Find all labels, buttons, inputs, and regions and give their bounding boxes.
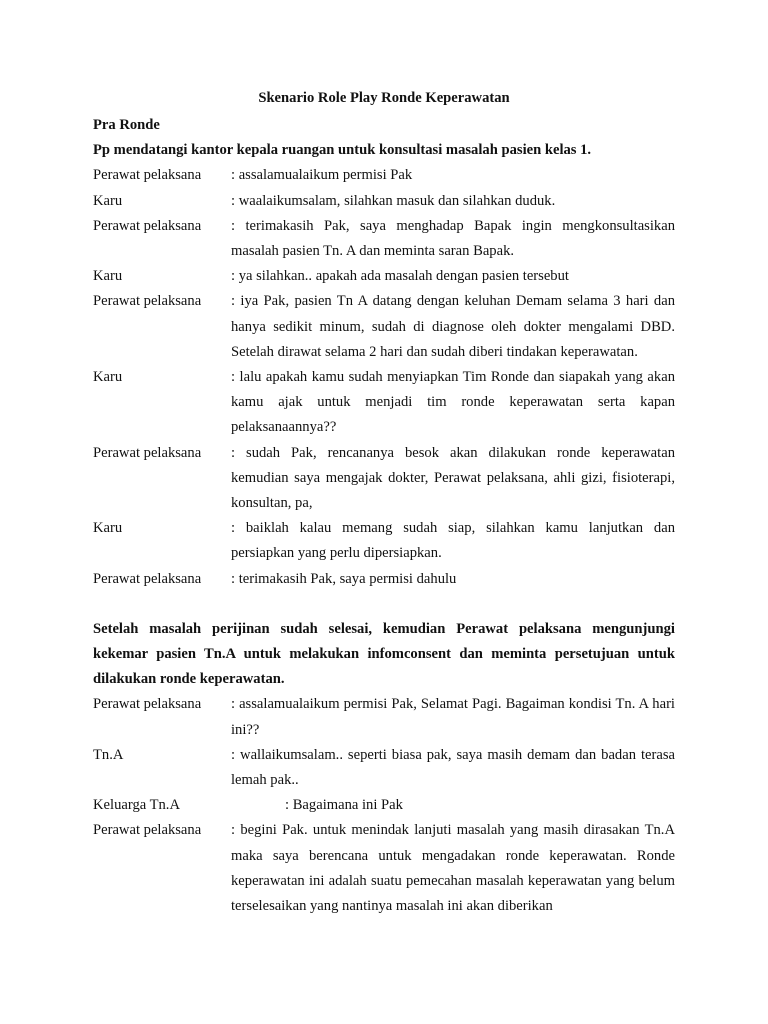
speaker-name: Karu: [93, 268, 123, 285]
speech-text: : waalaikumsalam, silahkan masuk dan silahkan duduk.: [231, 192, 556, 209]
speech-text: : begini Pak. untuk menindak lanjuti masalah yang masih dirasakan Tn.A maka saya berencana untuk mengadakan ronde keperawatan. Ronde keperawatan ini adalah suatu pemecahan masalah keperawatan yang belum terselesaikan yang nantinya masalah ini akan diberikan: [231, 822, 675, 915]
dialogue-line: [93, 818, 675, 919]
speech-text: : ya silahkan.. apakah ada masalah dengan pasien tersebut: [231, 268, 569, 285]
speaker-name: Perawat pelaksana: [93, 822, 202, 839]
section-intro-2: Setelah masalah perijinan sudah selesai, kemudian Perawat pelaksana mengunjungi kekemar pasien Tn.A untuk melakukan infomconsent dan meminta persetujuan untuk dilakukan ronde keperawatan.: [93, 620, 675, 688]
dialogue-block-1: [93, 163, 675, 591]
speaker-name: Karu: [93, 520, 123, 537]
dialogue-line: [93, 365, 675, 441]
speech-text: : wallaikumsalam.. seperti biasa pak, saya masih demam dan badan terasa lemah pak..: [231, 746, 675, 789]
speaker-name: Perawat pelaksana: [93, 444, 202, 461]
dialogue-line: [93, 793, 675, 818]
speaker-name: Tn.A: [93, 746, 124, 763]
document-title: Skenario Role Play Ronde Keperawatan: [258, 90, 510, 106]
paragraph-spacer: [93, 592, 675, 617]
dialogue-line: [93, 214, 675, 264]
dialogue-line: [93, 189, 675, 214]
speech-text: : sudah Pak, rencananya besok akan dilakukan ronde keperawatan kemudian saya mengajak dokter, Perawat pelaksana, ahli gizi, fisioterapi, konsultan, pa,: [231, 444, 675, 512]
speaker-name: Perawat pelaksana: [93, 167, 202, 184]
section-intro-1: Pp mendatangi kantor kepala ruangan untuk konsultasi masalah pasien kelas 1.: [93, 142, 592, 159]
dialogue-line: [93, 264, 675, 289]
dialogue-line: [93, 289, 675, 365]
speech-text: : terimakasih Pak, saya permisi dahulu: [231, 570, 457, 587]
dialogue-line: [93, 692, 675, 742]
dialogue-line: [93, 516, 675, 566]
dialogue-line: [93, 441, 675, 517]
speaker-name: Keluarga Tn.A: [93, 797, 180, 814]
speaker-name: Karu: [93, 369, 123, 386]
dialogue-block-2: [93, 692, 675, 919]
dialogue-line: [93, 567, 675, 592]
dialogue-line: [93, 163, 675, 188]
speech-text: : lalu apakah kamu sudah menyiapkan Tim Ronde dan siapakah yang akan kamu ajak untuk menjadi tim ronde keperawatan serta kapan pelaksanaannya??: [231, 369, 675, 436]
speaker-name: Perawat pelaksana: [93, 293, 202, 310]
dialogue-line: [93, 743, 675, 793]
speech-text: : assalamualaikum permisi Pak, Selamat Pagi. Bagaiman kondisi Tn. A hari ini??: [231, 696, 675, 738]
speaker-name: Perawat pelaksana: [93, 217, 202, 234]
speech-text: : assalamualaikum permisi Pak: [231, 167, 413, 184]
speaker-name: Perawat pelaksana: [93, 570, 202, 587]
speaker-name: Perawat pelaksana: [93, 696, 202, 713]
section-heading-pra-ronde: Pra Ronde: [93, 117, 160, 133]
speech-text: : baiklah kalau memang sudah siap, silahkan kamu lanjutkan dan persiapkan yang perlu dipersiapkan.: [231, 520, 675, 562]
speech-text: : Bagaimana ini Pak: [285, 797, 403, 814]
speech-text: : iya Pak, pasien Tn A datang dengan keluhan Demam selama 3 hari dan hanya sedikit minum, sudah di diagnose oleh dokter mengalami DBD. Setelah dirawat selama 2 hari dan sudah diberi tindakan keperawatan.: [231, 293, 675, 360]
speech-text: : terimakasih Pak, saya menghadap Bapak ingin mengkonsultasikan masalah pasien Tn. A dan meminta saran Bapak.: [231, 217, 675, 260]
speaker-name: Karu: [93, 192, 123, 209]
